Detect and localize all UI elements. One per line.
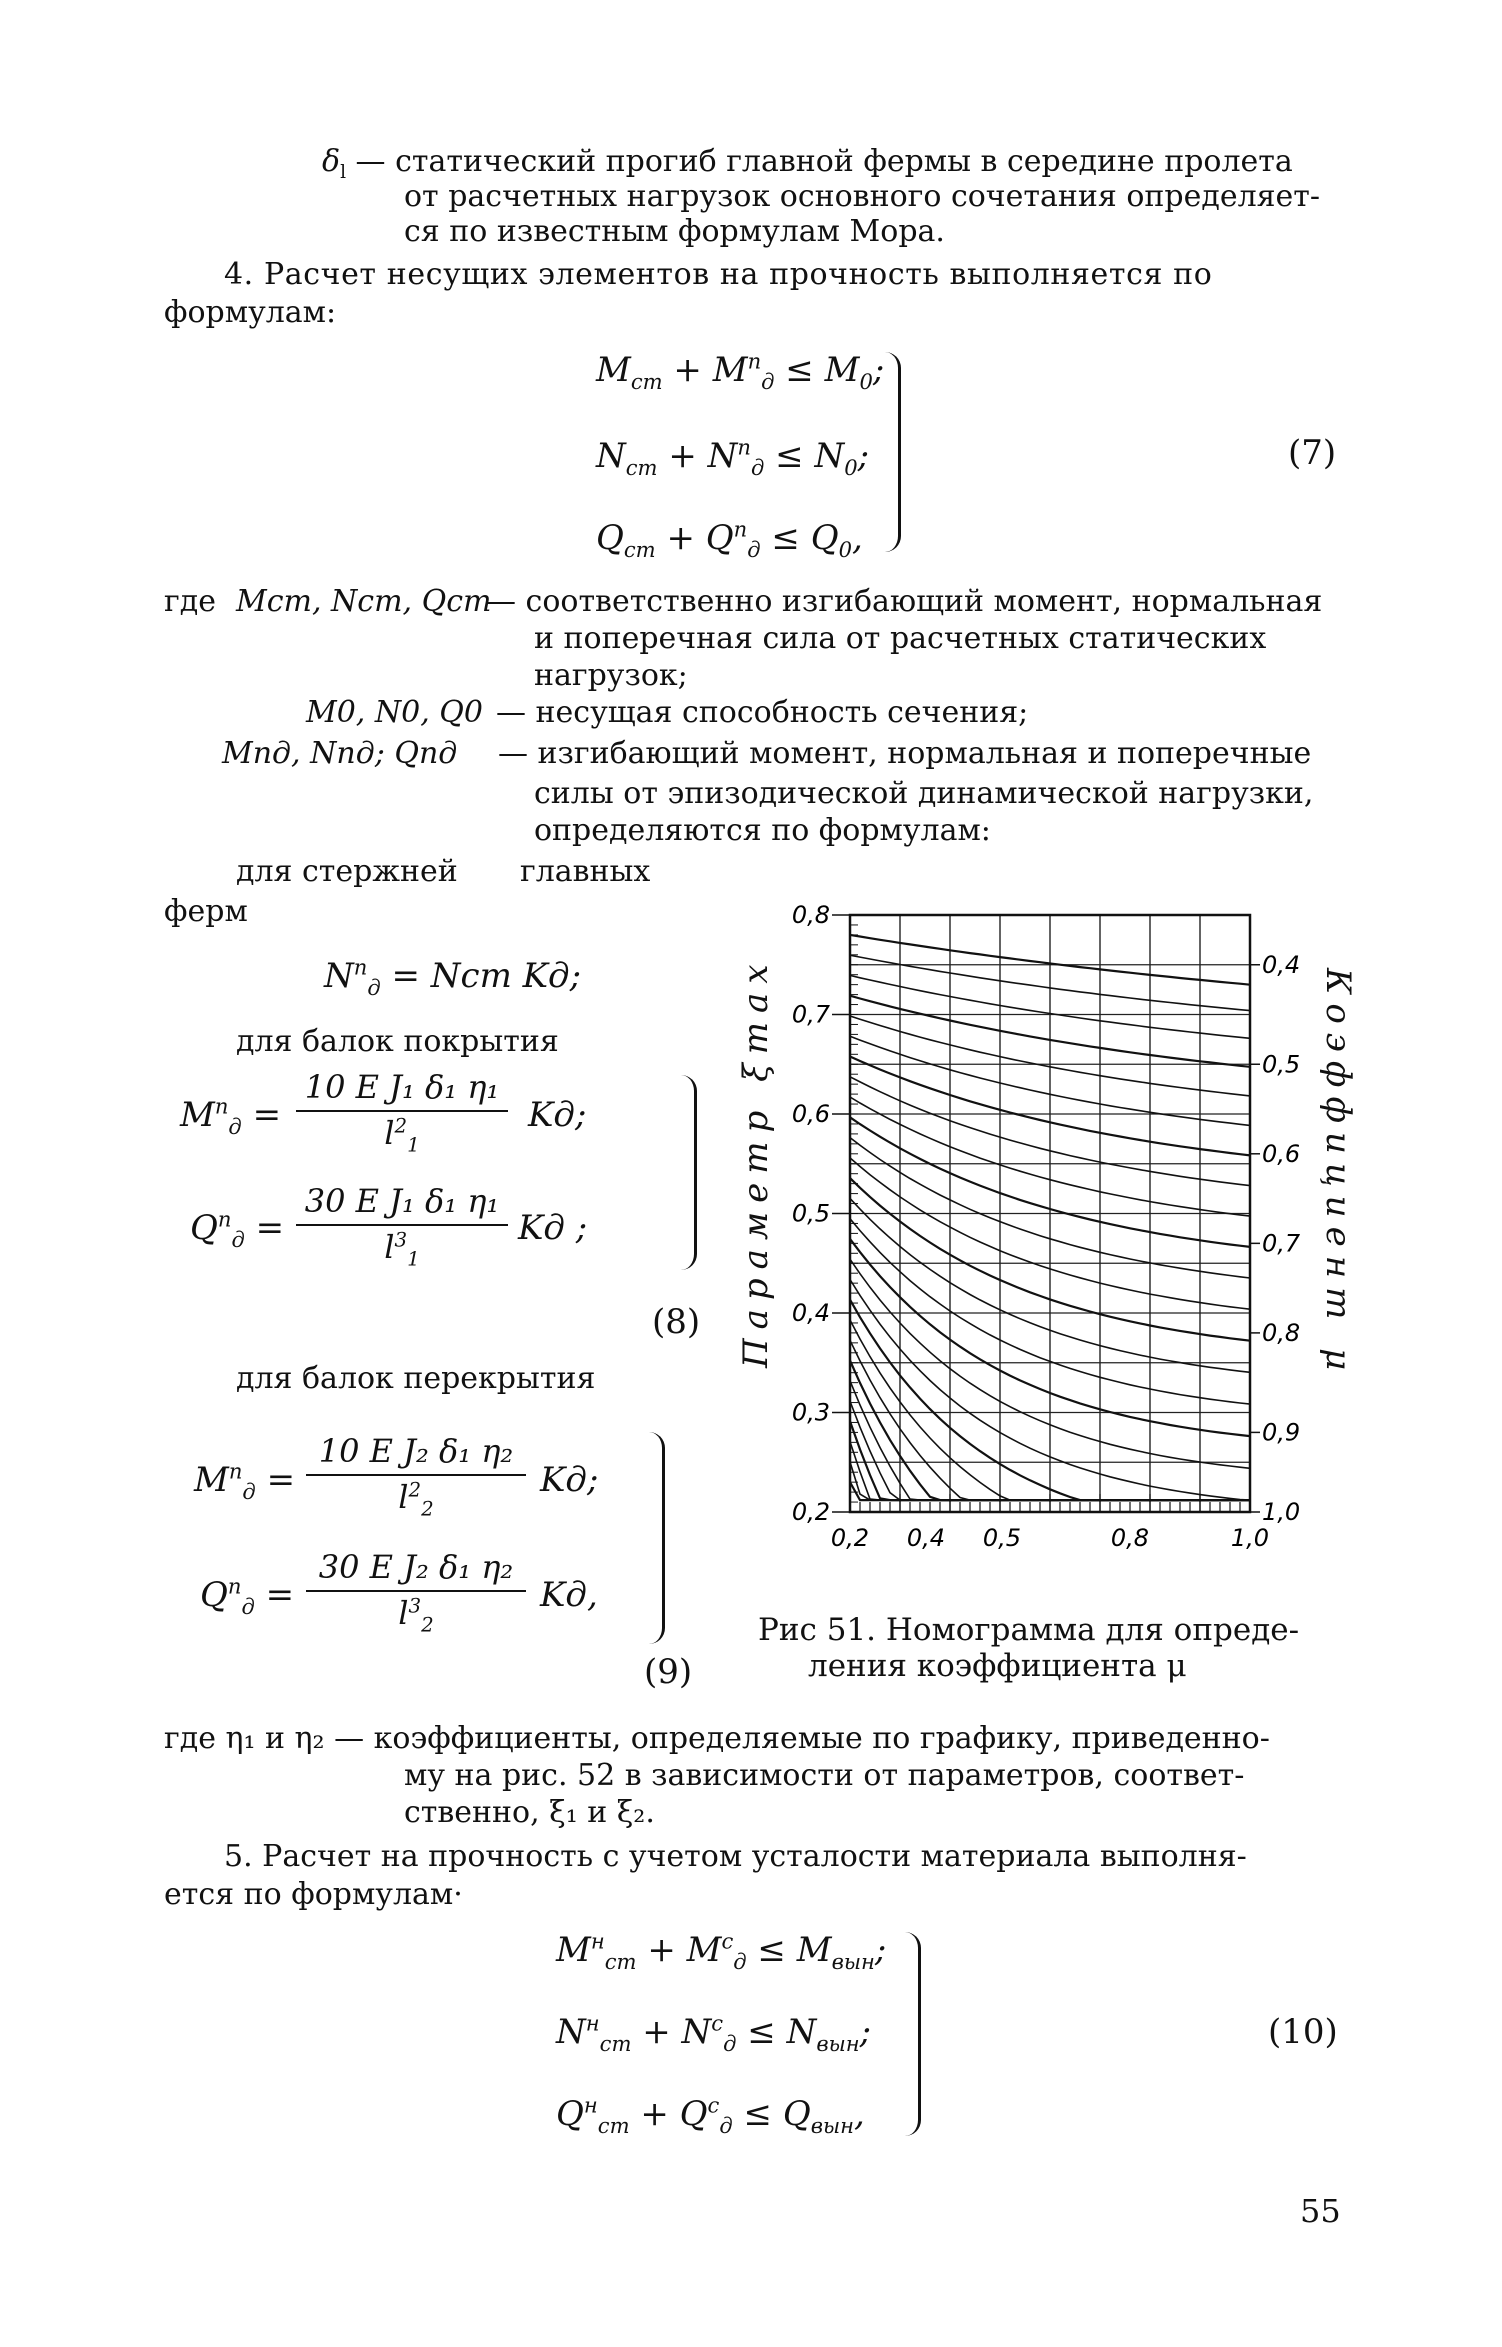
x-tick-label: 0,4 xyxy=(906,1524,946,1552)
eta-line-3: ственно, ξ₁ и ξ₂. xyxy=(404,1795,655,1830)
eq10-row-1: $M^н_{ст} + M^с_д \le M_{вын}$; xyxy=(556,1928,887,1974)
page-number: 55 xyxy=(1300,2192,1341,2230)
section5-line-1: 5. Расчет на прочность с учетом усталости материала выполня- xyxy=(224,1839,1247,1874)
delta-sub: l xyxy=(340,162,347,183)
def2-line-1: — несущая способность сечения; xyxy=(496,695,1029,730)
y-tick-label: 0,2 xyxy=(791,1498,830,1526)
eq9a-lhs: $M^п_д$ = xyxy=(194,1458,296,1504)
eq7-row-3: $Q_{ст} + Q^п_д \le Q_0$, xyxy=(596,516,863,562)
chart-y2-label: Коэффициент μ xyxy=(1318,968,1358,1380)
eq8b-lhs: $Q^п_д$ = xyxy=(190,1206,285,1252)
eq8b-tail: Kд ; xyxy=(518,1208,588,1248)
nomogram-chart xyxy=(730,900,1370,1600)
y-tick-label: 0,8 xyxy=(791,901,830,929)
defs-where: где xyxy=(164,584,216,619)
intro-line-1: — статический прогиб главной фермы в середине пролета xyxy=(346,144,1293,179)
chart-ticks xyxy=(792,901,1301,1552)
def3-line-1: — изгибающий момент, нормальная и поперечные xyxy=(498,736,1312,771)
x-tick-label: 0,8 xyxy=(1110,1524,1150,1552)
right-tick-label: 0,7 xyxy=(1262,1229,1301,1258)
eq9-brace xyxy=(640,1432,665,1644)
eq9b-tail: Kд, xyxy=(540,1575,598,1615)
eq9b-lhs: $Q^п_д$ = xyxy=(200,1573,295,1619)
for-rods-b: главных xyxy=(520,854,651,889)
x-tick-label: 0,2 xyxy=(830,1524,870,1552)
eq8-number: (8) xyxy=(652,1302,701,1342)
y-tick-label: 0,5 xyxy=(791,1199,830,1228)
eq8a-tail: Kд; xyxy=(528,1095,587,1135)
right-tick-label: 1,0 xyxy=(1262,1498,1301,1526)
eq9a-tail: Kд; xyxy=(540,1460,599,1500)
delta-symbol: δ xyxy=(322,144,341,179)
eq7-row-2: $N_{ст} + N^п_д \le N_0$; xyxy=(596,434,870,480)
eq7-row-1: $M_{ст} + M^п_д \le M_0$; xyxy=(596,348,885,394)
right-tick-label: 0,8 xyxy=(1262,1318,1301,1347)
for-rods-a: для стержней xyxy=(236,854,458,889)
y-tick-label: 0,6 xyxy=(791,1100,830,1128)
def1-symbols: Mст, Nст, Qст xyxy=(236,584,492,619)
x-tick-label: 0,5 xyxy=(982,1524,1022,1552)
def2-symbols: M0, N0, Q0 xyxy=(306,695,483,730)
eq8a-lhs: $M^п_д$ = xyxy=(180,1093,282,1139)
intro-delta-line xyxy=(322,143,1293,181)
figure-caption-line-2: ления коэффициента μ xyxy=(808,1648,1187,1684)
section4-line-2: формулам: xyxy=(164,295,337,330)
eq10-row-2: $N^н_{ст} + N^с_д \le N_{вын}$; xyxy=(556,2010,872,2056)
eq9b-fraction: 30 E J₂ δ₁ η₂ $l^3_2$ xyxy=(306,1548,526,1632)
eta-line-2: му на рис. 52 в зависимости от параметров, соответ- xyxy=(404,1758,1245,1793)
intro-line-3: ся по известным формулам Мора. xyxy=(404,214,945,249)
chart-y-label: Параметр ξmax xyxy=(736,955,776,1368)
def3-line-2: силы от эпизодической динамической нагрузки, xyxy=(534,776,1314,811)
eq10-brace xyxy=(900,1932,921,2136)
eq7-brace xyxy=(880,352,901,552)
for-floor-beams: для балок перекрытия xyxy=(236,1361,596,1396)
right-tick-label: 0,6 xyxy=(1262,1139,1301,1168)
def3-symbols: Mпд, Nпд; Qпд xyxy=(222,736,458,771)
y-tick-label: 0,7 xyxy=(791,1000,830,1029)
y-tick-label: 0,4 xyxy=(791,1299,830,1327)
section4-line-1: 4. Расчет несущих элементов на прочность выполняется по xyxy=(224,257,1213,292)
def3-line-3: определяются по формулам: xyxy=(534,813,991,848)
def1-line-2: и поперечная сила от расчетных статических xyxy=(534,621,1267,656)
def1-line-1: — соответственно изгибающий момент, нормальная xyxy=(486,584,1323,619)
eq8a-fraction: 10 E J₁ δ₁ η₁ $l^2_1$ xyxy=(296,1068,508,1152)
section5-line-2: ется по формулам· xyxy=(164,1877,463,1912)
eta-where: где η₁ и η₂ — коэффициенты, определяемые по графику, приведенно- xyxy=(164,1721,1270,1756)
intro-line-2: от расчетных нагрузок основного сочетания определяет- xyxy=(404,179,1321,214)
for-rods-c: ферм xyxy=(164,894,248,929)
right-tick-label: 0,9 xyxy=(1262,1418,1301,1447)
eq7-number: (7) xyxy=(1288,433,1337,473)
figure-caption-line-1: Рис 51. Номограмма для опреде- xyxy=(758,1612,1300,1648)
eq9a-fraction: 10 E J₂ δ₁ η₂ $l^2_2$ xyxy=(306,1432,526,1516)
eq9-number: (9) xyxy=(644,1652,693,1692)
eq8-brace xyxy=(672,1075,697,1270)
def1-line-3: нагрузок; xyxy=(534,658,688,693)
x-tick-label: 1,0 xyxy=(1230,1524,1270,1552)
right-tick-label: 0,4 xyxy=(1262,950,1301,979)
eq10-row-3: $Q^н_{ст} + Q^с_д \le Q_{вын}$, xyxy=(556,2092,865,2138)
for-roof-beams: для балок покрытия xyxy=(236,1024,559,1059)
eq8b-fraction: 30 E J₁ δ₁ η₁ $l^3_1$ xyxy=(296,1182,508,1266)
eq-truss: $N^п_д$ = Nст Kд; xyxy=(324,954,582,1000)
right-tick-label: 0,5 xyxy=(1262,1050,1301,1079)
y-tick-label: 0,3 xyxy=(791,1398,830,1427)
eq10-number: (10) xyxy=(1268,2012,1338,2052)
